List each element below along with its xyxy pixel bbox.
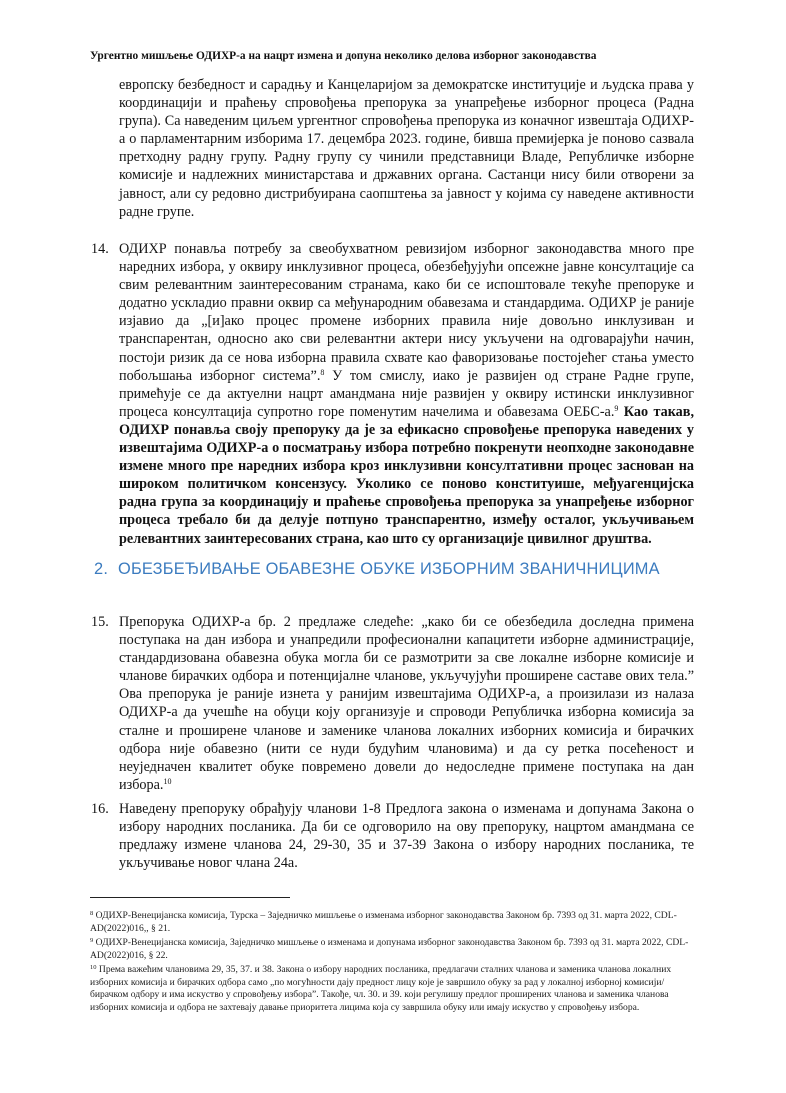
continued-paragraph: европску безбедност и сарадњу и Канцеларијом за демократске институције и људска права у координацији и праћењу спровођења препорука за унапређење изборног процеса (Радна група). Са наведеним циљем ургентног спровођења препорука из коначног извештаја ОДИХР-а о парламентарним изборима 17. децембра 2023. године, бивша премијерка је поново сазвала претходну радну групу. Радну групу су чинили представници Владе, Републичке изборне комисије и надлежних министарстава и државних органа. Састанци нису били отворени за јавност, али су редовно дистрибуирана саопштења за јавност у којима су наведене активности радне групе. — [119, 77, 694, 220]
running-header: Ургентно мишљење ОДИХР-а на нацрт измена и допуна неколико делова изборног законодавства — [90, 50, 597, 62]
paragraph-number: 14. — [91, 241, 109, 257]
footnote-9 — [90, 937, 690, 962]
footnote-separator — [90, 897, 290, 898]
paragraph-number: 15. — [91, 614, 109, 630]
paragraph-14 — [119, 240, 694, 548]
footnote-10 — [90, 964, 690, 1014]
footnote-ref-8[interactable]: 8 — [320, 367, 325, 377]
footnote-mark: 10 — [90, 964, 97, 971]
paragraph-14-recommendation: Као такав, ОДИХР понавља своју препоруку да је за ефикасно спровођење препорука наведених у извештајима ОДИХР-а о посматрању избора потребно покренути неопходне законодавне измене много пре наредних избора кроз инклузивни консултативни процес заснован на широком политичком консензусу. Уколико се поново конституише, међуагенцијска радна група за координацију и праћење спровођења препорука за унапређење изборног процеса требало би да делује потпуно транспарентно, између осталог, укључивањем релевантних заинтересованих страна, као што су организације цивилног друштва. — [119, 403, 694, 547]
section-title: ОБЕЗБЕЂИВАЊЕ ОБАВЕЗНЕ ОБУКЕ ИЗБОРНИМ ЗВАНИЧНИЦИМА — [118, 560, 660, 578]
paragraph-14-text-a: ОДИХР понавља потребу за свеобухватном ревизијом изборног законодавства много пре наредних избора, у оквиру инклузивног процеса, обезбеђујући опсежне јавне консултације са свим релевантним заинтересованим странама, како би се испоштовале текуће препоруке и додатно ускладио правни оквир са међународним обавезама и стандардима. ОДИХР је раније изјавио да „[и]ако процес промене изборних правила није довољно инклузиван и транспарентан, односно ако сви релевантни актери нису укључени на одговарајући начин, постоји ризик да се нова изборна правила схвате као фаворизовање постојећег стања уместо побољшања изборног система”. — [119, 241, 694, 384]
footnote-text: ОДИХР-Венецијанска комисија, Заједничко мишљење о изменама и допунама изборног законодавства Законом бр. 7393 од 31. марта 2022, CDL- AD(2022)016, § 22. — [90, 937, 689, 961]
paragraph-14-text-b: У том смислу, иако је развијен од стране Радне групе, примећује се да актуелни нацрт амандмана није развијен у оквиру истински инклузивног процеса консултација супротно горе поменутим начелима и обавезама ОЕБС-а. — [119, 367, 695, 420]
section-heading — [94, 560, 734, 579]
footnote-ref-10[interactable]: 10 — [163, 776, 172, 786]
footnote-mark: 9 — [90, 937, 94, 944]
footnote-mark: 8 — [90, 910, 94, 917]
footnote-8 — [90, 910, 690, 935]
section-number: 2. — [94, 560, 109, 578]
paragraph-15-text: Препорука ОДИХР-а бр. 2 предлаже следеће: „како би се обезбедила доследна примена поступака на дан избора и унапредили професионални капацитети изборне администрације, стандардизована обавезна обука могла би се размотрити за све локалне изборне комисије и чланове бирачких одбора и потенцијалне чланове, укључујући проширене саставе ових тела.” Ова препорука је раније изнета у ранијим извештајима ОДИХР-а, а произилази из налаза ОДИХР-а да учешће на обуци коју организује и спроводи Републичка изборна комисија за сталне и проширене чланове и заменике чланова локалних изборних комисија и бирачких одбора није обавезно (нити се нуди будућим члановима) и да су ретка посећеност и неуједначен квалитет обуке повремено довели до недоследне примене поступака на дан избора. — [119, 614, 694, 793]
footnote-text: Према важећим члановима 29, 35, 37. и 38. Закона о избору народних посланика, предлагачи сталних чланова и заменика чланова локалних изборних комисија и бирачких одбора само „по могућности дају предност лицу које је завршило обуку за рад у локалној изборној комисији/бирачком одбору и има искуство у спровођењу избора”. Такође, чл. 30. и 39. који регулишу предлог проширених чланова и заменика чланова изборних комисија и одбора не захтевају давање приоритета лицима која су завршила обуку или имају искуство у спровођењу избора. — [90, 964, 672, 1013]
paragraph-number: 16. — [91, 801, 109, 817]
paragraph-15 — [119, 613, 694, 794]
footnote-text: ОДИХР-Венецијанска комисија, Турска – Заједничко мишљење о изменама изборног законодавства Законом бр. 7393 од 31. марта 2022, CDL-AD(2022)016,, § 21. — [90, 910, 677, 934]
paragraph-16: Наведену препоруку обрађују чланови 1-8 Предлога закона о изменама и допунама Закона о избору народних посланика. Да би се одговорило на ову препоруку, нацртом амандмана се предлажу измене чланова 24, 29-30, 35 и 37-39 Закона о избору народних посланика, те укључивање новог члана 24а. — [119, 801, 694, 872]
footnote-ref-9[interactable]: 9 — [614, 403, 619, 413]
